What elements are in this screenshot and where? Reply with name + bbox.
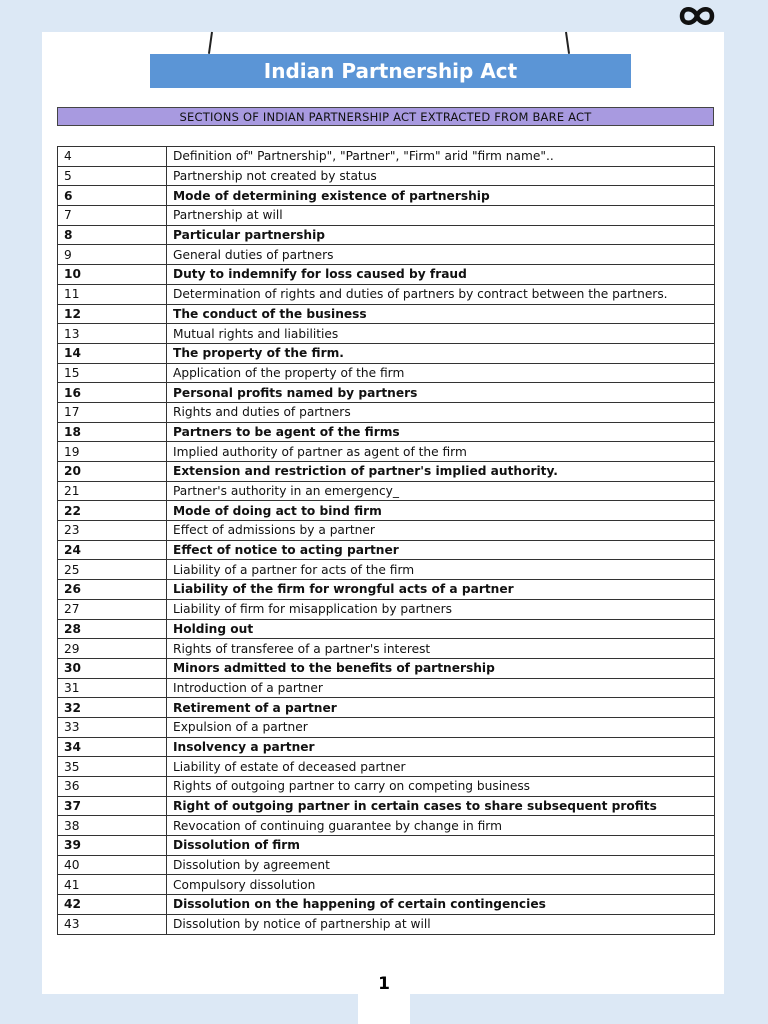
section-number: 6	[58, 186, 167, 206]
section-number: 7	[58, 206, 167, 226]
table-row	[58, 698, 715, 718]
document-page	[42, 32, 724, 994]
section-title: Mutual rights and liabilities	[167, 324, 715, 344]
table-row	[58, 914, 715, 934]
table-row	[58, 521, 715, 541]
section-number: 4	[58, 147, 167, 167]
table-row	[58, 363, 715, 383]
table-row	[58, 619, 715, 639]
section-title: Rights of transferee of a partner's interest	[167, 639, 715, 659]
table-row	[58, 560, 715, 580]
section-title: Mode of determining existence of partnership	[167, 186, 715, 206]
section-number: 37	[58, 796, 167, 816]
section-number: 23	[58, 521, 167, 541]
section-title: Liability of a partner for acts of the firm	[167, 560, 715, 580]
section-title: Minors admitted to the benefits of partnership	[167, 658, 715, 678]
section-number: 29	[58, 639, 167, 659]
section-number: 36	[58, 777, 167, 797]
table-row	[58, 284, 715, 304]
section-title: Liability of firm for misapplication by partners	[167, 599, 715, 619]
section-number: 35	[58, 757, 167, 777]
table-row	[58, 540, 715, 560]
section-title: Revocation of continuing guarantee by change in firm	[167, 816, 715, 836]
sections-table	[57, 146, 715, 935]
table-row	[58, 717, 715, 737]
section-title: Retirement of a partner	[167, 698, 715, 718]
section-number: 25	[58, 560, 167, 580]
table-row	[58, 737, 715, 757]
section-number: 13	[58, 324, 167, 344]
section-number: 42	[58, 895, 167, 915]
page-number: 1	[358, 966, 410, 1024]
table-row	[58, 855, 715, 875]
section-title: Mode of doing act to bind firm	[167, 501, 715, 521]
section-number: 8	[58, 225, 167, 245]
section-number: 40	[58, 855, 167, 875]
section-number: 20	[58, 462, 167, 482]
section-title: Dissolution by notice of partnership at will	[167, 914, 715, 934]
section-title: Rights of outgoing partner to carry on competing business	[167, 777, 715, 797]
section-number: 21	[58, 481, 167, 501]
table-row	[58, 206, 715, 226]
section-title: General duties of partners	[167, 245, 715, 265]
table-row	[58, 186, 715, 206]
section-title: Introduction of a partner	[167, 678, 715, 698]
table-row	[58, 658, 715, 678]
section-title: Implied authority of partner as agent of the firm	[167, 442, 715, 462]
table-row	[58, 875, 715, 895]
section-title: The property of the firm.	[167, 343, 715, 363]
section-title: Extension and restriction of partner's implied authority.	[167, 462, 715, 482]
section-title: Expulsion of a partner	[167, 717, 715, 737]
section-number: 19	[58, 442, 167, 462]
table-row	[58, 343, 715, 363]
hanging-string-left	[208, 32, 213, 54]
table-row	[58, 895, 715, 915]
section-number: 34	[58, 737, 167, 757]
section-number: 30	[58, 658, 167, 678]
table-row	[58, 304, 715, 324]
section-number: 38	[58, 816, 167, 836]
section-title: Insolvency a partner	[167, 737, 715, 757]
section-number: 18	[58, 422, 167, 442]
table-row	[58, 245, 715, 265]
section-title: Dissolution of firm	[167, 836, 715, 856]
table-row	[58, 639, 715, 659]
section-number: 31	[58, 678, 167, 698]
section-title: The conduct of the business	[167, 304, 715, 324]
section-title: Effect of notice to acting partner	[167, 540, 715, 560]
table-row	[58, 442, 715, 462]
hanging-string-right	[565, 32, 570, 54]
table-row	[58, 462, 715, 482]
table-row	[58, 147, 715, 167]
table-row	[58, 166, 715, 186]
section-title: Dissolution on the happening of certain contingencies	[167, 895, 715, 915]
table-row	[58, 265, 715, 285]
section-title: Personal profits named by partners	[167, 383, 715, 403]
section-number: 11	[58, 284, 167, 304]
section-number: 43	[58, 914, 167, 934]
section-title: Compulsory dissolution	[167, 875, 715, 895]
table-row	[58, 402, 715, 422]
section-title: Effect of admissions by a partner	[167, 521, 715, 541]
section-number: 27	[58, 599, 167, 619]
page-title: Indian Partnership Act	[150, 54, 631, 88]
section-title: Partner's authority in an emergency_	[167, 481, 715, 501]
section-subtitle: SECTIONS OF INDIAN PARTNERSHIP ACT EXTRACTED FROM BARE ACT	[57, 107, 714, 126]
table-row	[58, 225, 715, 245]
section-number: 14	[58, 343, 167, 363]
section-title: Right of outgoing partner in certain cases to share subsequent profits	[167, 796, 715, 816]
section-number: 24	[58, 540, 167, 560]
section-title: Determination of rights and duties of partners by contract between the partners.	[167, 284, 715, 304]
infinity-logo-icon[interactable]	[668, 0, 726, 32]
table-row	[58, 796, 715, 816]
section-title: Dissolution by agreement	[167, 855, 715, 875]
section-title: Particular partnership	[167, 225, 715, 245]
table-row	[58, 324, 715, 344]
table-row	[58, 777, 715, 797]
section-number: 33	[58, 717, 167, 737]
table-row	[58, 383, 715, 403]
section-title: Definition of" Partnership", "Partner", "Firm" arid "firm name"..	[167, 147, 715, 167]
section-title: Partners to be agent of the firms	[167, 422, 715, 442]
section-title: Liability of the firm for wrongful acts of a partner	[167, 580, 715, 600]
table-row	[58, 678, 715, 698]
table-row	[58, 757, 715, 777]
section-number: 9	[58, 245, 167, 265]
table-row	[58, 481, 715, 501]
section-title: Application of the property of the firm	[167, 363, 715, 383]
section-number: 16	[58, 383, 167, 403]
table-row	[58, 599, 715, 619]
section-number: 12	[58, 304, 167, 324]
section-title: Rights and duties of partners	[167, 402, 715, 422]
section-title: Liability of estate of deceased partner	[167, 757, 715, 777]
section-title: Holding out	[167, 619, 715, 639]
table-row	[58, 836, 715, 856]
section-title: Partnership not created by status	[167, 166, 715, 186]
section-number: 39	[58, 836, 167, 856]
table-row	[58, 816, 715, 836]
section-number: 32	[58, 698, 167, 718]
section-number: 28	[58, 619, 167, 639]
table-row	[58, 501, 715, 521]
section-number: 10	[58, 265, 167, 285]
table-row	[58, 580, 715, 600]
section-number: 41	[58, 875, 167, 895]
section-number: 22	[58, 501, 167, 521]
section-title: Partnership at will	[167, 206, 715, 226]
section-title: Duty to indemnify for loss caused by fraud	[167, 265, 715, 285]
table-row	[58, 422, 715, 442]
section-number: 26	[58, 580, 167, 600]
section-number: 17	[58, 402, 167, 422]
section-number: 15	[58, 363, 167, 383]
section-number: 5	[58, 166, 167, 186]
